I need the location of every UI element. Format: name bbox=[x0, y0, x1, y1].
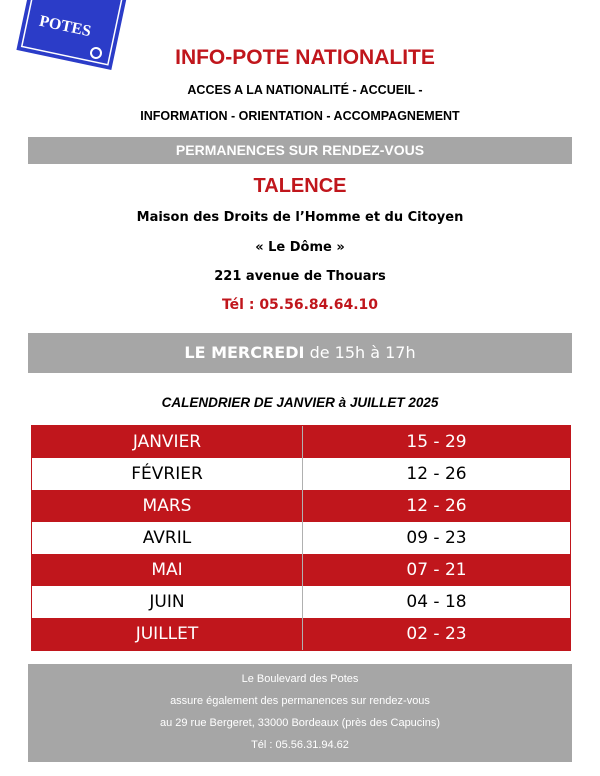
table-row bbox=[32, 618, 570, 650]
table-row bbox=[32, 458, 570, 490]
month-cell: MARS bbox=[32, 490, 303, 522]
dates-cell: 07 - 21 bbox=[406, 560, 467, 580]
calendar-title: CALENDRIER DE JANVIER à JUILLET 2025 bbox=[161, 395, 439, 410]
month-cell: AVRIL bbox=[32, 522, 303, 554]
calendar-table bbox=[31, 425, 571, 651]
street-address: 221 avenue de Thouars bbox=[214, 269, 386, 284]
table-row bbox=[32, 554, 570, 586]
month-cell: JUILLET bbox=[32, 618, 303, 650]
potes-logo bbox=[0, 0, 130, 90]
building-name: « Le Dôme » bbox=[255, 240, 345, 255]
table-row bbox=[32, 490, 570, 522]
logo-text: POTES bbox=[37, 12, 93, 41]
schedule-hours: de 15h à 17h bbox=[309, 343, 416, 362]
month-cell: FÉVRIER bbox=[32, 458, 303, 490]
table-row bbox=[32, 426, 570, 458]
dates-cell: 12 - 26 bbox=[406, 496, 467, 516]
schedule-day: LE MERCREDI bbox=[184, 343, 305, 362]
subtitle-line-2: INFORMATION - ORIENTATION - ACCOMPAGNEMENT bbox=[140, 109, 460, 123]
page-title: INFO-POTE NATIONALITE bbox=[175, 46, 435, 69]
city-name: TALENCE bbox=[253, 175, 347, 197]
footer-box bbox=[28, 664, 572, 762]
month-cell: JANVIER bbox=[32, 426, 303, 458]
table-row bbox=[32, 586, 570, 618]
schedule-banner bbox=[28, 333, 572, 373]
footer-line-2: assure également des permanences sur rendez-vous bbox=[170, 695, 430, 707]
dates-cell: 09 - 23 bbox=[406, 528, 467, 548]
dates-cell: 12 - 26 bbox=[406, 464, 467, 484]
month-cell: JUIN bbox=[32, 586, 303, 618]
permanences-banner: PERMANENCES SUR RENDEZ-VOUS bbox=[28, 137, 572, 164]
dates-cell: 04 - 18 bbox=[406, 592, 467, 612]
dates-cell: 15 - 29 bbox=[406, 432, 467, 452]
footer-phone: Tél : 05.56.31.94.62 bbox=[251, 739, 349, 751]
footer-line-3: au 29 rue Bergeret, 33000 Bordeaux (près des Capucins) bbox=[159, 717, 441, 729]
month-cell: MAI bbox=[32, 554, 303, 586]
dates-cell: 02 - 23 bbox=[406, 624, 467, 644]
place-name: Maison des Droits de l’Homme et du Citoyen bbox=[136, 210, 464, 225]
table-row bbox=[32, 522, 570, 554]
footer-line-1: Le Boulevard des Potes bbox=[241, 673, 359, 685]
phone-number: Tél : 05.56.84.64.10 bbox=[221, 297, 379, 313]
subtitle-line-1: ACCES A LA NATIONALITÉ - ACCUEIL - bbox=[187, 83, 423, 97]
